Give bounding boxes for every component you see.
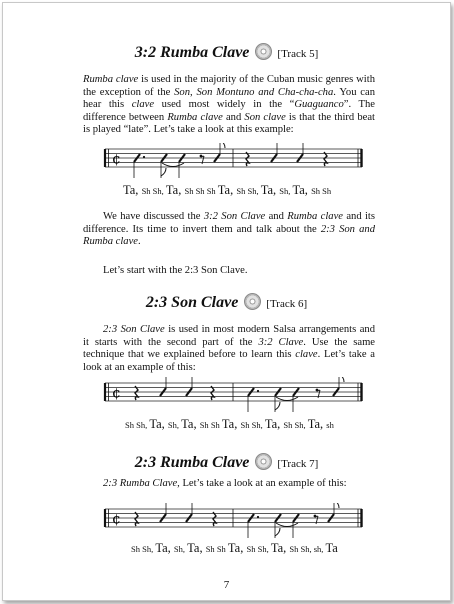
- syllable: Sh: [216, 544, 228, 554]
- syllable: Sh: [322, 186, 332, 196]
- quarter-rest: [324, 152, 327, 166]
- syllable: Sh: [199, 420, 211, 430]
- book-page: [2, 2, 451, 601]
- syllable: Sh: [236, 186, 248, 196]
- syllable: Sh: [184, 186, 196, 196]
- syllable: Ta,: [260, 183, 280, 197]
- tie: [162, 163, 184, 167]
- section-title: 3:2 Rumba Clave: [134, 44, 250, 61]
- paragraph: [83, 324, 375, 374]
- syllable: Sh,: [251, 420, 265, 430]
- syllable: Sh: [131, 544, 143, 554]
- paragraph: [83, 478, 375, 491]
- quarter-rest: [135, 386, 138, 400]
- syllable: Sh: [240, 420, 252, 430]
- rhythm-syllables: [131, 541, 338, 556]
- syllable: Sh: [141, 186, 153, 196]
- note-flag: [220, 143, 225, 148]
- syllable: Sh,: [142, 544, 156, 554]
- syllable: Ta,: [165, 183, 185, 197]
- syllable: Sh,: [247, 186, 261, 196]
- track-label: [Track 6]: [266, 298, 308, 310]
- note-flag: [275, 528, 280, 536]
- section-title: 2:3 Son Clave: [145, 294, 239, 311]
- syllable: Sh,: [152, 186, 166, 196]
- section-heading: [3, 43, 450, 62]
- syllable: Sh: [125, 420, 137, 430]
- syllable: sh,: [313, 544, 326, 554]
- rhythm-syllables: [123, 183, 331, 198]
- syllable: Sh,: [136, 420, 150, 430]
- syllable: Ta,: [155, 541, 174, 555]
- syllable: Sh: [289, 544, 301, 554]
- quarter-rest: [213, 512, 216, 526]
- paragraph: [83, 211, 375, 249]
- syllable: Sh,: [300, 544, 314, 554]
- syllable: Sh: [210, 420, 222, 430]
- note-flag: [161, 168, 166, 176]
- paragraph: [83, 265, 375, 278]
- music-staff: [101, 143, 366, 187]
- time-signature: ¢: [112, 151, 121, 168]
- syllable: Ta,: [270, 541, 290, 555]
- cd-icon: [255, 43, 272, 60]
- syllable: Ta,: [221, 417, 241, 431]
- paragraph-text: We have discussed the 3:2 Son Clave and Rumba clave and its difference. Its time to invert them and talk about the 2:3 Son and Rumba clave.: [83, 211, 375, 248]
- section-title: 2:3 Rumba Clave: [134, 454, 250, 471]
- music-staff: [101, 377, 366, 421]
- syllable: sh: [326, 420, 334, 430]
- paragraph: Rumba clave is used in the majority of the Cuban music genres with the exception of the Son, Son Montuno and Cha-cha-cha. You can hear this clave used most widely in the “Guaguanco”. The difference between Rumba clave and Son clave is that the third beat is played “late”. Let’s take a look at this example:: [83, 74, 376, 136]
- note-flag: [334, 503, 339, 508]
- paragraph-text: 2:3 Son Clave is used in most modern Salsa arrangements and it starts with the second part of the 3:2 Clave. Use the same technique that we explained before to learn this clave. Let’s take a look at an example of this:: [83, 324, 376, 373]
- syllable: Sh,: [294, 420, 308, 430]
- syllable: Sh,: [167, 420, 182, 430]
- page-number: 7: [223, 579, 230, 591]
- syllable: Sh: [283, 420, 295, 430]
- section-heading: [3, 293, 450, 312]
- syllable: Ta,: [181, 417, 200, 431]
- quarter-rest: [246, 152, 249, 166]
- track-label: [Track 5]: [277, 48, 319, 60]
- time-signature: ¢: [112, 511, 121, 528]
- paragraph-text: Let’s start with the 2:3 Son Clave.: [103, 265, 248, 276]
- syllable: Sh,: [279, 186, 293, 196]
- tie: [276, 523, 298, 527]
- syllable: Sh: [195, 186, 207, 196]
- syllable: Ta: [325, 541, 338, 555]
- syllable: Sh,: [173, 544, 188, 554]
- quarter-rest: [135, 512, 138, 526]
- rhythm-syllables: [125, 417, 334, 432]
- dot: [257, 390, 259, 392]
- syllable: Ta,: [187, 541, 206, 555]
- dot: [143, 156, 145, 158]
- syllable: Ta,: [149, 417, 168, 431]
- track-label: [Track 7]: [277, 458, 319, 470]
- tie: [276, 397, 298, 401]
- syllable: Ta,: [292, 183, 312, 197]
- syllable: Ta,: [227, 541, 247, 555]
- syllable: Sh: [205, 544, 217, 554]
- syllable: Ta,: [264, 417, 284, 431]
- note-flag: [339, 377, 344, 382]
- syllable: Ta,: [217, 183, 237, 197]
- syllable: Sh: [311, 186, 323, 196]
- cd-icon: [244, 293, 261, 310]
- section-heading: [3, 453, 450, 472]
- time-signature: ¢: [112, 385, 121, 402]
- note-flag: [275, 402, 280, 410]
- cd-icon: [255, 453, 272, 470]
- syllable: Ta,: [123, 183, 142, 197]
- syllable: Ta,: [307, 417, 327, 431]
- paragraph-text: 2:3 Rumba Clave, Let’s take a look at an example of this:: [103, 478, 347, 489]
- syllable: Sh,: [257, 544, 271, 554]
- quarter-rest: [211, 386, 214, 400]
- syllable: Sh: [246, 544, 258, 554]
- dot: [257, 516, 259, 518]
- syllable: Sh: [206, 186, 218, 196]
